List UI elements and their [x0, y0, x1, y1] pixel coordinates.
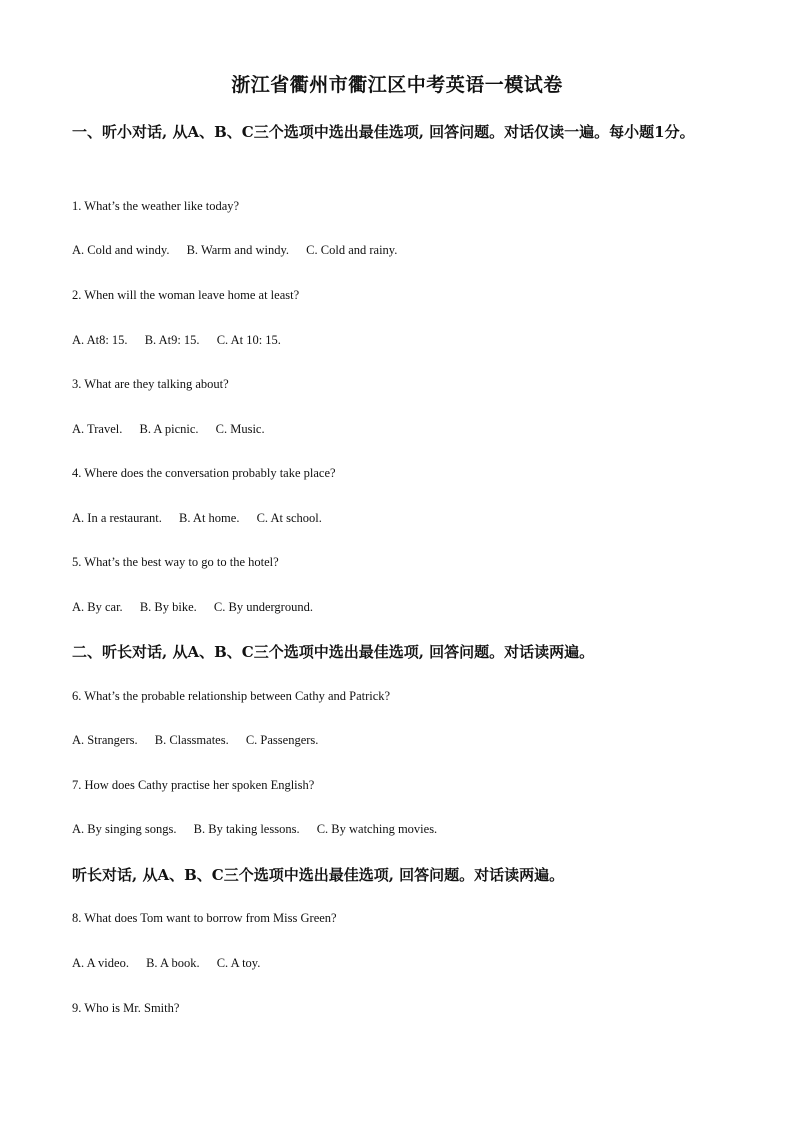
question-9: 9. Who is Mr. Smith?: [72, 1001, 180, 1015]
question-8-options: [72, 956, 274, 971]
option-c: C. At school.: [256, 511, 322, 525]
question-6: 6. What’s the probable relationship between Cathy and Patrick?: [72, 689, 391, 703]
option-c: C. Cold and rainy.: [306, 243, 398, 257]
option-a: A. Cold and windy.: [72, 243, 170, 257]
question-4-options: [72, 511, 336, 526]
option-c: C. A toy.: [216, 956, 261, 970]
question-4: 4. Where does the conversation probably take place?: [72, 466, 336, 480]
option-a: A. By car.: [72, 600, 123, 614]
question-5: 5. What’s the best way to go to the hotel?: [72, 555, 279, 569]
option-b: B. At9: 15.: [144, 333, 200, 347]
option-c: C. At 10: 15.: [216, 333, 281, 347]
question-7-options: [72, 822, 451, 837]
section-3-heading: 听长对话, 从A、B、C三个选项中选出最佳选项, 回答问题。对话读两遍。: [72, 866, 565, 884]
option-b: B. By bike.: [139, 600, 197, 614]
section-2-heading: 二、听长对话, 从A、B、C三个选项中选出最佳选项, 回答问题。对话读两遍。: [72, 643, 595, 661]
question-8: 8. What does Tom want to borrow from Miss Green?: [72, 911, 337, 925]
option-c: C. By watching movies.: [316, 822, 438, 836]
section-1-heading: 一、听小对话, 从A、B、C三个选项中选出最佳选项, 回答问题。对话仅读一遍。每小题1分。: [72, 123, 695, 141]
option-a: A. A video.: [72, 956, 129, 970]
option-b: B. A picnic.: [139, 422, 199, 436]
option-a: A. At8: 15.: [72, 333, 128, 347]
question-3: 3. What are they talking about?: [72, 377, 229, 391]
question-2-options: [72, 333, 295, 348]
option-a: A. By singing songs.: [72, 822, 177, 836]
option-b: B. At home.: [179, 511, 240, 525]
question-1-options: [72, 243, 411, 258]
option-c: C. By underground.: [213, 600, 313, 614]
question-3-options: [72, 422, 279, 437]
question-1: 1. What’s the weather like today?: [72, 199, 240, 213]
page-title: 浙江省衢州市衢江区中考英语一模试卷: [231, 74, 563, 96]
question-5-options: [72, 600, 327, 615]
option-a: A. In a restaurant.: [72, 511, 162, 525]
question-6-options: [72, 733, 332, 748]
question-7: 7. How does Cathy practise her spoken English?: [72, 778, 315, 792]
option-c: C. Passengers.: [245, 733, 319, 747]
option-b: B. A book.: [146, 956, 200, 970]
option-c: C. Music.: [215, 422, 265, 436]
option-a: A. Strangers.: [72, 733, 138, 747]
option-b: B. By taking lessons.: [193, 822, 300, 836]
option-a: A. Travel.: [72, 422, 123, 436]
question-2: 2. When will the woman leave home at least?: [72, 288, 300, 302]
option-b: B. Warm and windy.: [186, 243, 290, 257]
option-b: B. Classmates.: [154, 733, 229, 747]
